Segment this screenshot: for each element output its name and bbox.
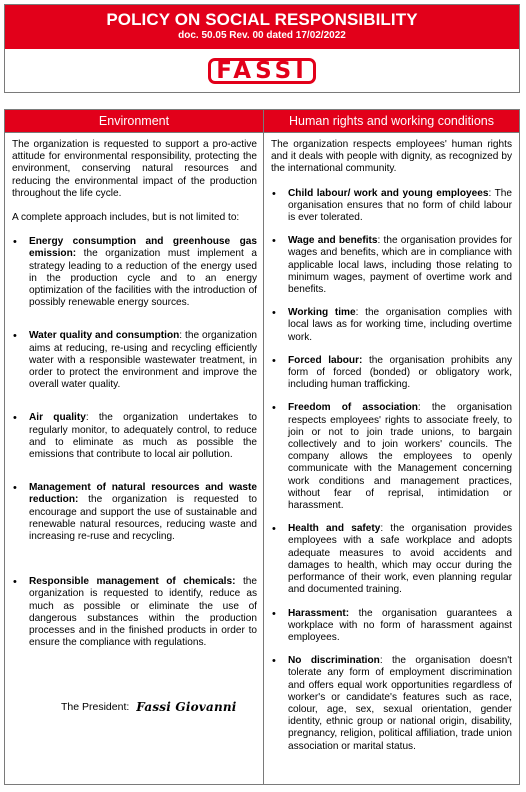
item-title: Responsible management of chemicals:	[29, 576, 236, 588]
item-text: : the organisation doesn't tolerate any form of employment discrimination and offers equal work opportunities regardless of worker's or candidate's features such as race, colour, age, sex, sexual orientation, gender identity, ethnic group or national origin, disability, pregnancy, religion, political affiliation, trade union association or marital status.	[288, 655, 512, 752]
item-text: : The organisation ensures that no form of child labour is ever tolerated.	[288, 187, 512, 224]
item-title: Wage and benefits	[288, 235, 378, 247]
item-text: : the organization undertakes to regularly monitor, to adequately control, to reduce and to eliminate as much as possible the emissions that contribute to local air pollution.	[29, 412, 258, 461]
item-title: Working time	[288, 307, 356, 319]
list-item	[12, 576, 257, 649]
item-text: the organization must implement a strategy leading to a reduction of the energy used in the production cycle and to an energy optimization of the facilities with the introduction of possibly renewable energy sources.	[29, 248, 257, 309]
human-rights-list	[271, 188, 512, 753]
logo-text: FASSI	[216, 57, 308, 84]
list-item	[12, 482, 257, 543]
item-text: : the organisation provides for wages and benefits, which are in compliance with applicable local laws, including those relating to minimum wages, payment of overtime work and benefits.	[288, 235, 512, 296]
title-banner	[5, 5, 519, 49]
list-item	[271, 523, 512, 596]
list-item	[271, 235, 512, 296]
list-item	[271, 655, 512, 753]
list-item	[271, 188, 512, 225]
policy-table	[4, 109, 520, 785]
item-text: : the organization aims at reducing, re-using and recycling efficiently water with a responsible wastewater treatment, in order to protect the environment and improve the overall water quality.	[29, 330, 257, 391]
human-rights-heading: Human rights and working conditions	[264, 110, 519, 133]
environment-intro-2: A complete approach includes, but is not limited to:	[12, 212, 240, 224]
president-signature: Fassi Giovanni	[136, 700, 237, 714]
item-title: Child labour/ work and young employees	[288, 187, 489, 199]
list-item	[271, 355, 512, 392]
list-item	[271, 608, 512, 645]
environment-heading: Environment	[5, 110, 263, 133]
item-title: Health and safety	[288, 523, 381, 535]
item-title: Forced labour:	[288, 354, 363, 366]
item-title: Freedom of association	[288, 402, 418, 414]
document-reference: doc. 50.05 Rev. 00 dated 17/02/2022	[178, 30, 346, 41]
human-rights-body	[264, 133, 519, 753]
list-item	[12, 412, 257, 461]
item-title: Harassment:	[288, 607, 350, 619]
item-title: Energy consumption and greenhouse gas emission:	[29, 236, 257, 260]
item-text: the organisation guarantees a workplace with no form of harassment against employees.	[288, 607, 512, 643]
document-title: POLICY ON SOCIAL RESPONSIBILITY	[106, 10, 418, 29]
president-label: The President:	[61, 701, 130, 713]
item-text: the organization is requested to encourage and support the use of sustainable and renewable natural resources, reducing waste and increasing re-ruse and recycling.	[29, 494, 257, 543]
environment-body	[5, 133, 263, 650]
item-text: : the organisation respects employees' rights to associate freely, to join or not to join trade unions, to bargain collectively and to join workers' councils. The company allows the employees to openly communicate with the Management concerning work conditions and management practices, without fear of reprisal, intimidation or harassment.	[288, 402, 512, 512]
item-title: Air quality	[29, 412, 86, 424]
item-title: Management of natural resources and waste reduction:	[29, 482, 257, 506]
president-signoff	[61, 700, 237, 714]
list-item	[12, 330, 257, 391]
item-title: Water quality and consumption	[29, 330, 180, 342]
environment-column	[5, 110, 264, 784]
item-text: : the organisation complies with local laws as for working time, including overtime work.	[288, 307, 513, 343]
human-rights-column	[264, 110, 519, 784]
item-text: the organization is requested to identify, reduce as much as possible or eliminate the use of dangerous substances within the production processes and in the finished products in order to ensure the compliance with regulations.	[29, 576, 257, 649]
environment-intro: The organization is requested to support a pro-active attitude for environmental responsibility, protecting the environment, conserving natural resources and reducing the environmental impact of the production throughout the life cycle.	[12, 139, 257, 199]
environment-list	[12, 236, 257, 649]
list-item	[271, 402, 512, 512]
policy-header	[4, 4, 520, 93]
item-text: the organisation prohibits any form of forced (bonded) or obligatory work, including human trafficking.	[288, 354, 513, 391]
fassi-logo	[208, 58, 316, 84]
item-text: : the organisation provides employees with a safe workplace and adopts adequate measures to avoid accidents and damages to health, which may occur during the performance of their work, even planning regular and documented training.	[288, 523, 512, 596]
item-title: No discrimination	[288, 655, 380, 667]
logo-area	[5, 49, 519, 92]
list-item	[271, 307, 512, 344]
list-item	[12, 236, 257, 309]
human-rights-intro: The organization respects employees' human rights and it deals with people with dignity, as recognized by the international community.	[271, 139, 512, 175]
